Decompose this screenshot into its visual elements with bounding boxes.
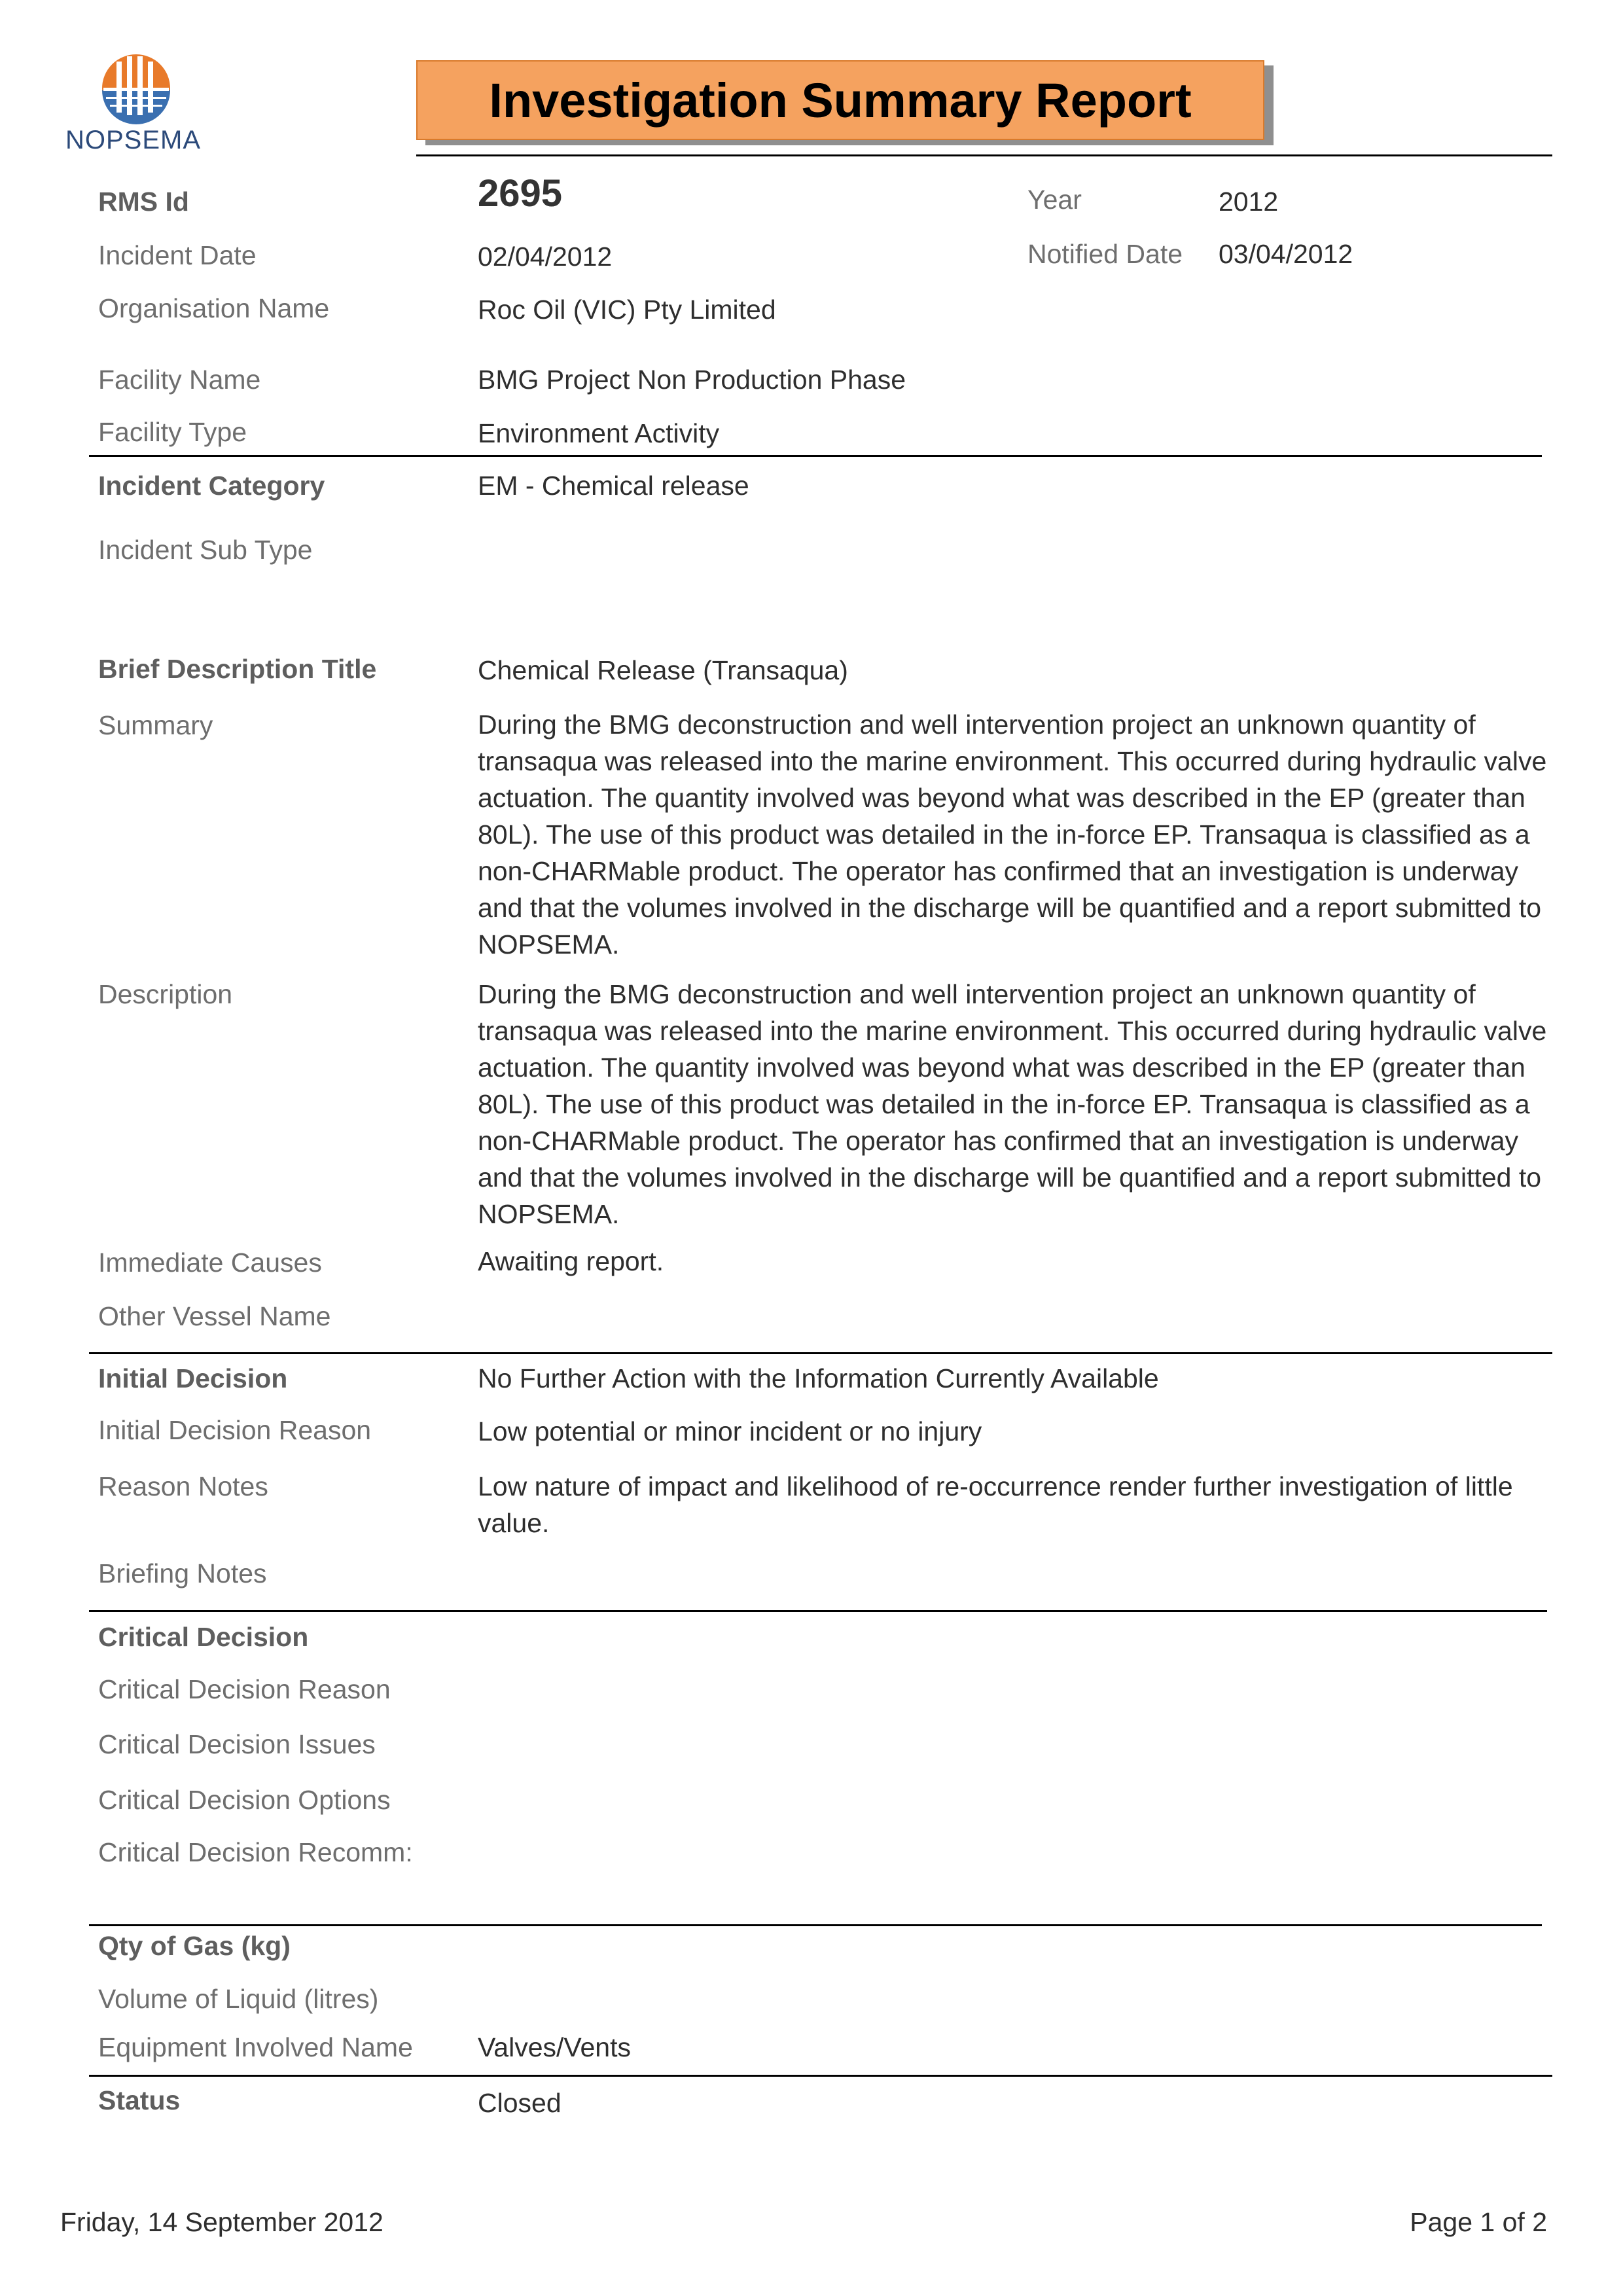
rms-id-value: 2695 — [478, 172, 563, 215]
facility-name-label: Facility Name — [98, 365, 261, 395]
description-label: Description — [98, 979, 233, 1009]
divider-facility — [89, 455, 1542, 457]
status-value: Closed — [478, 2088, 562, 2118]
equipment-label: Equipment Involved Name — [98, 2032, 413, 2062]
incident-category-label: Incident Category — [98, 471, 325, 501]
reason-notes-value: Low nature of impact and likelihood of re-occurrence render further investigation of little value. — [478, 1471, 1513, 1538]
notified-date-label: Notified Date — [1027, 239, 1183, 269]
reason-notes-label: Reason Notes — [98, 1471, 268, 1501]
nopsema-logo-icon — [97, 52, 175, 124]
critical-decision-reason-label: Critical Decision Reason — [98, 1674, 391, 1704]
initial-decision-reason-label: Initial Decision Reason — [98, 1415, 372, 1445]
immediate-causes-value: Awaiting report. — [478, 1246, 664, 1276]
summary-value: During the BMG deconstruction and well intervention project an unknown quantity of transaqua was released into the marine environment. This occurred during hydraulic valve actuation. The quantity involved was beyond what was described in the EP (greater than 80L). The use of this product was detailed in the in-force EP. Transaqua is classified as a non-CHARMable product. The operator has confirmed that an investigation is underway and that the volumes involved in the discharge will be quantified and a report submitted to NOPSEMA. — [478, 709, 1547, 960]
footer-date: Friday, 14 September 2012 — [60, 2207, 383, 2237]
organisation-label: Organisation Name — [98, 293, 330, 323]
incident-sub-type-label: Incident Sub Type — [98, 535, 313, 565]
initial-decision-reason-value: Low potential or minor incident or no injury — [478, 1416, 982, 1446]
incident-date-value: 02/04/2012 — [478, 242, 613, 272]
incident-date-label: Incident Date — [98, 240, 257, 270]
divider-initial — [89, 1352, 1552, 1354]
status-label: Status — [98, 2085, 181, 2115]
notified-date-value: 03/04/2012 — [1219, 239, 1353, 269]
briefing-notes-label: Briefing Notes — [98, 1558, 267, 1588]
critical-decision-options-label: Critical Decision Options — [98, 1785, 391, 1815]
organisation-value: Roc Oil (VIC) Pty Limited — [478, 295, 776, 325]
initial-decision-label: Initial Decision — [98, 1363, 288, 1393]
incident-category-value: EM - Chemical release — [478, 471, 749, 501]
title-banner — [416, 60, 1264, 140]
critical-decision-label: Critical Decision — [98, 1622, 309, 1652]
facility-type-value: Environment Activity — [478, 418, 720, 448]
divider-status — [89, 2075, 1552, 2077]
equipment-value: Valves/Vents — [478, 2032, 631, 2062]
initial-decision-value: No Further Action with the Information Currently Available — [478, 1363, 1159, 1393]
facility-type-label: Facility Type — [98, 417, 247, 447]
volume-liquid-label: Volume of Liquid (litres) — [98, 1984, 379, 2014]
qty-gas-label: Qty of Gas (kg) — [98, 1931, 291, 1961]
divider-qty — [89, 1924, 1542, 1926]
divider-header — [416, 154, 1552, 156]
description-value: During the BMG deconstruction and well intervention project an unknown quantity of transaqua was released into the marine environment. This occurred during hydraulic valve actuation. The quantity involved was beyond what was described in the EP (greater than 80L). The use of this product was detailed in the in-force EP. Transaqua is classified as a non-CHARMable product. The operator has confirmed that an investigation is underway and that the volumes involved in the discharge will be quantified and a report submitted to NOPSEMA. — [478, 979, 1547, 1229]
immediate-causes-label: Immediate Causes — [98, 1247, 322, 1278]
logo-text: NOPSEMA — [65, 126, 202, 154]
rms-id-label: RMS Id — [98, 187, 189, 217]
divider-critical — [89, 1610, 1547, 1612]
page-title: Investigation Summary Report — [489, 73, 1192, 128]
footer-page-number: Page 1 of 2 — [1410, 2207, 1547, 2237]
brief-title-label: Brief Description Title — [98, 654, 377, 684]
summary-label: Summary — [98, 710, 213, 740]
brief-title-value: Chemical Release (Transaqua) — [478, 655, 848, 685]
other-vessel-label: Other Vessel Name — [98, 1301, 331, 1331]
critical-decision-issues-label: Critical Decision Issues — [98, 1729, 376, 1759]
critical-decision-recomm-label: Critical Decision Recomm: — [98, 1837, 413, 1867]
year-label: Year — [1027, 185, 1082, 215]
nopsema-logo — [65, 52, 209, 157]
year-value: 2012 — [1219, 187, 1279, 217]
facility-name-value: BMG Project Non Production Phase — [478, 365, 906, 395]
